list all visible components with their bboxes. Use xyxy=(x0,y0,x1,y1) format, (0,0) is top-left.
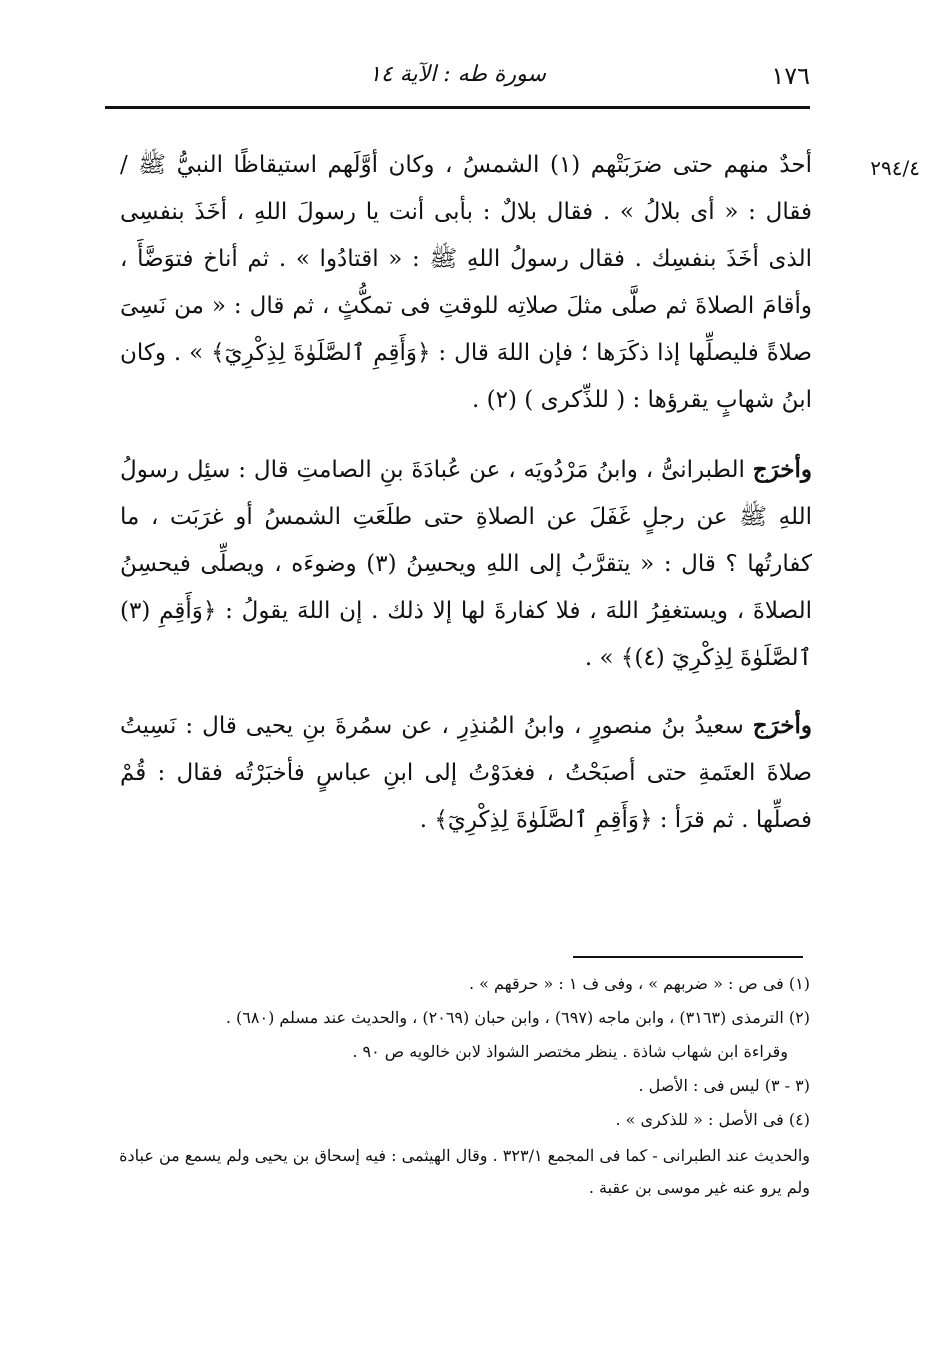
paragraph-1: أحدٌ منهم حتى ضرَبَتْهم (١) الشمسُ ، وكان أوَّلَهم استيقاظًا النبيُّ ﷺ / فقال : « أى بلالُ » . فقال بلالٌ : بأبى أنت يا رسولَ اللهِ ، أخَذَ بنفسِى الذى أخَذَ بنفسِك . فقال رسولُ اللهِ ﷺ : « اقتادُوا » . ثم أناخ فتوَضَّأَ ، وأقامَ الصلاةَ ثم صلَّى مثلَ صلاتِه للوقتِ فى تمكُّثٍ ، ثم قال : « من نَسِىَ صلاةً فليصلِّها إذا ذكَرَها ؛ فإن اللهَ قال : ﴿وَأَقِمِ ٱلصَّلَوٰةَ لِذِكْرِيٓ﴾ » . وكان ابنُ شهابٍ يقرؤها : ( للذِّكرى ) (٢) . xyxy=(120,152,812,413)
paragraph-3 xyxy=(120,702,812,844)
margin-reference: ٢٩٤/٤ xyxy=(870,156,920,180)
main-text xyxy=(120,142,812,864)
header-rule xyxy=(105,106,810,109)
footnote-4: (٤) فى الأصل : « للذكرى » . xyxy=(615,1110,810,1129)
paragraph-3-lead: وأخرَج xyxy=(752,712,812,739)
footnote-2: (٢) الترمذى (٣١٦٣) ، وابن ماجه (٦٩٧) ، وابن حبان (٢٠٦٩) ، والحديث عند مسلم (٦٨٠) . xyxy=(225,1008,810,1027)
paragraph-2 xyxy=(120,446,812,682)
paragraph-3-text: سعيدُ بنُ منصورٍ ، وابنُ المُنذِرِ ، عن سمُرةَ بنِ يحيى قال : نَسِيتُ صلاةَ العتَمةِ حتى أصبَحْتُ ، فغدَوْتُ إلى ابنِ عباسٍ فأخبَرْتُه فقال : قُمْ فصلِّها . ثم قرَأ : ﴿وَأَقِمِ ٱلصَّلَوٰةَ لِذِكْرِيٓ﴾ . xyxy=(120,713,812,833)
footnote-1: (١) فى ص : « ضربهم » ، وفى ف ١ : « حرقهم » . xyxy=(468,974,810,993)
footnote-rule xyxy=(573,956,803,958)
footnote-2-continuation: وقراءة ابن شهاب شاذة . ينظر مختصر الشواذ لابن خالويه ص ٩٠ . xyxy=(352,1042,788,1061)
footnote-hadith-note: والحديث عند الطبرانى - كما فى المجمع ٣٢٣/١ . وقال الهيثمى : فيه إسحاق بن يحيى ولم يسمع من عبادة ولم يرو عنه غير موسى بن عقبة . xyxy=(119,1146,810,1197)
footnotes xyxy=(110,968,810,1206)
paragraph-2-lead: وأخرَج xyxy=(752,456,813,483)
footnote-3: (٣ - ٣) ليس فى : الأصل . xyxy=(638,1076,810,1095)
page-number: ١٧٦ xyxy=(771,62,810,90)
paragraph-2-text: الطبرانىُّ ، وابنُ مَرْدُويَه ، عن عُبادَةَ بنِ الصامتِ قال : سئِل رسولُ اللهِ ﷺ عن رجلٍ غَفَلَ عن الصلاةِ حتى طلَعَتِ الشمسُ أو غرَبَت ، ما كفارتُها ؟ قال : « يتقرَّبُ إلى اللهِ ويحسِنُ (٣) وضوءَه ، ويصلِّى فيحسِنُ الصلاةَ ، ويستغفِرُ اللهَ ، فلا كفارةَ لها إلا ذلك . إن اللهَ يقولُ : ﴿وَأَقِمِ (٣) ٱلصَّلَوٰةَ لِذِكْرِيٓ (٤)﴾ » . xyxy=(120,457,812,671)
page-header xyxy=(105,58,810,98)
running-title: سورة طه : الآية ١٤ xyxy=(369,62,546,87)
